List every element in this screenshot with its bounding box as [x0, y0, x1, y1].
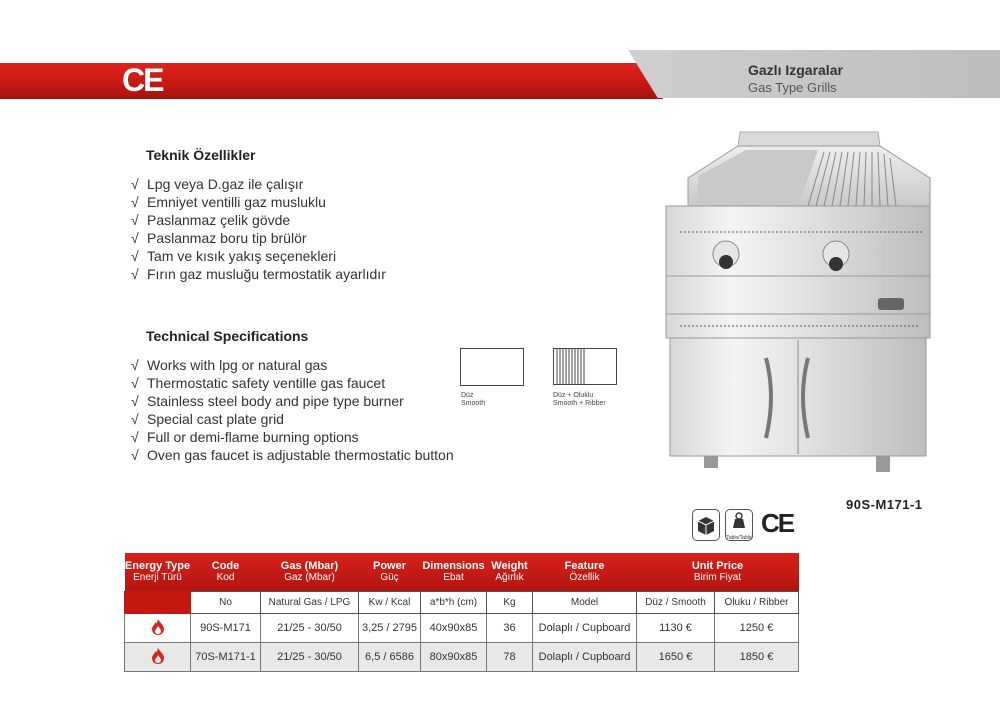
col-gas: Gas (Mbar) Gaz (Mbar)	[261, 553, 359, 592]
specs-en-list	[131, 356, 454, 464]
table-cell: Natural Gas / LPG	[261, 592, 359, 614]
list-item: √ Oven gas faucet is adjustable thermostatic button	[131, 447, 454, 463]
table-cell: 1130 €	[637, 614, 715, 643]
flame-icon	[150, 618, 166, 636]
ce-mark-small: CE	[761, 508, 794, 538]
check-icon: √	[131, 357, 139, 373]
check-icon: √	[131, 212, 139, 228]
check-icon: √	[131, 248, 139, 264]
col-dimensions: Dimensions Ebat	[421, 553, 487, 592]
list-item: √ Full or demi-flame burning options	[131, 429, 359, 445]
table-cell: 80x90x85	[421, 643, 487, 672]
col-power: Power Güç	[359, 553, 421, 592]
table-cell: 3,25 / 2795	[359, 614, 421, 643]
table-cell: 36	[487, 614, 533, 643]
specs-tr-title: Teknik Özellikler	[146, 147, 256, 163]
col-weight: Weight Ağırlık	[487, 553, 533, 592]
table-cell	[125, 643, 191, 672]
check-icon: √	[131, 176, 139, 192]
table-cell: No	[191, 592, 261, 614]
specs-tr-list	[131, 175, 386, 283]
check-icon: √	[131, 194, 139, 210]
table-cell: a*b*h (cm)	[421, 592, 487, 614]
table-cell: 1650 €	[637, 643, 715, 672]
list-item: √ Lpg veya D.gaz ile çalışır	[131, 176, 304, 192]
icon-caption: Tablo/Table	[726, 535, 752, 541]
ce-mark: CE	[122, 62, 163, 98]
check-icon: √	[131, 266, 139, 282]
cube-icon	[692, 509, 720, 541]
product-image	[648, 126, 932, 478]
list-item: √ Thermostatic safety ventille gas faucet	[131, 375, 386, 391]
price-table	[124, 553, 799, 672]
list-item: √ Paslanmaz boru tip brülör	[131, 230, 307, 246]
table-cell: Kw / Kcal	[359, 592, 421, 614]
table-cell: Düz / Smooth	[637, 592, 715, 614]
table-cell: 6,5 / 6586	[359, 643, 421, 672]
flame-icon	[150, 647, 166, 665]
table-cell: 40x90x85	[421, 614, 487, 643]
smooth-plate-caption: Düz Smooth	[461, 392, 486, 407]
table-header-row	[125, 553, 799, 592]
list-item: √ Paslanmaz çelik gövde	[131, 212, 291, 228]
check-icon: √	[131, 393, 139, 409]
table-cell: 21/25 - 30/50	[261, 614, 359, 643]
table-cell	[125, 592, 191, 614]
table-row	[125, 614, 799, 643]
table-cell: Kg	[487, 592, 533, 614]
table-cell: 90S-M171	[191, 614, 261, 643]
table-cell: Dolaplı / Cupboard	[533, 614, 637, 643]
col-energy-type: Energy Type Enerji Türü	[125, 553, 191, 592]
weight-icon	[725, 509, 753, 541]
col-unit-price: Unit Price Birim Fiyat	[637, 553, 799, 592]
list-item: √ Works with lpg or natural gas	[131, 357, 328, 373]
table-cell: 1850 €	[715, 643, 799, 672]
check-icon: √	[131, 447, 139, 463]
list-item: √ Fırın gaz musluğu termostatik ayarlıdır	[131, 266, 386, 282]
table-cell: 78	[487, 643, 533, 672]
list-item: √ Stainless steel body and pipe type burner	[131, 393, 404, 409]
table-row	[125, 643, 799, 672]
col-code: Code Kod	[191, 553, 261, 592]
model-code: 90S-M171-1	[846, 497, 923, 512]
list-item: √ Special cast plate grid	[131, 411, 284, 427]
category-title-en: Gas Type Grills	[748, 80, 837, 95]
category-title-tr: Gazlı Izgaralar	[748, 62, 843, 78]
check-icon: √	[131, 230, 139, 246]
specs-en-title: Technical Specifications	[146, 328, 309, 344]
table-cell	[125, 614, 191, 643]
ribbed-plate-caption: Düz + Oluklu Smooth + Ribber	[553, 392, 606, 407]
check-icon: √	[131, 429, 139, 445]
table-cell: Dolaplı / Cupboard	[533, 643, 637, 672]
table-cell: Model	[533, 592, 637, 614]
table-cell: Oluku / Ribber	[715, 592, 799, 614]
list-item: √ Tam ve kısık yakış seçenekleri	[131, 248, 337, 264]
smooth-plate-diagram	[460, 348, 524, 386]
table-cell: 21/25 - 30/50	[261, 643, 359, 672]
header-red-band	[0, 63, 690, 99]
list-item: √ Emniyet ventilli gaz musluklu	[131, 194, 326, 210]
table-cell: 70S-M171-1	[191, 643, 261, 672]
table-subheader-row	[125, 592, 799, 614]
ribbed-plate-diagram	[553, 348, 617, 386]
col-feature: Feature Özellik	[533, 553, 637, 592]
check-icon: √	[131, 375, 139, 391]
check-icon: √	[131, 411, 139, 427]
table-cell: 1250 €	[715, 614, 799, 643]
